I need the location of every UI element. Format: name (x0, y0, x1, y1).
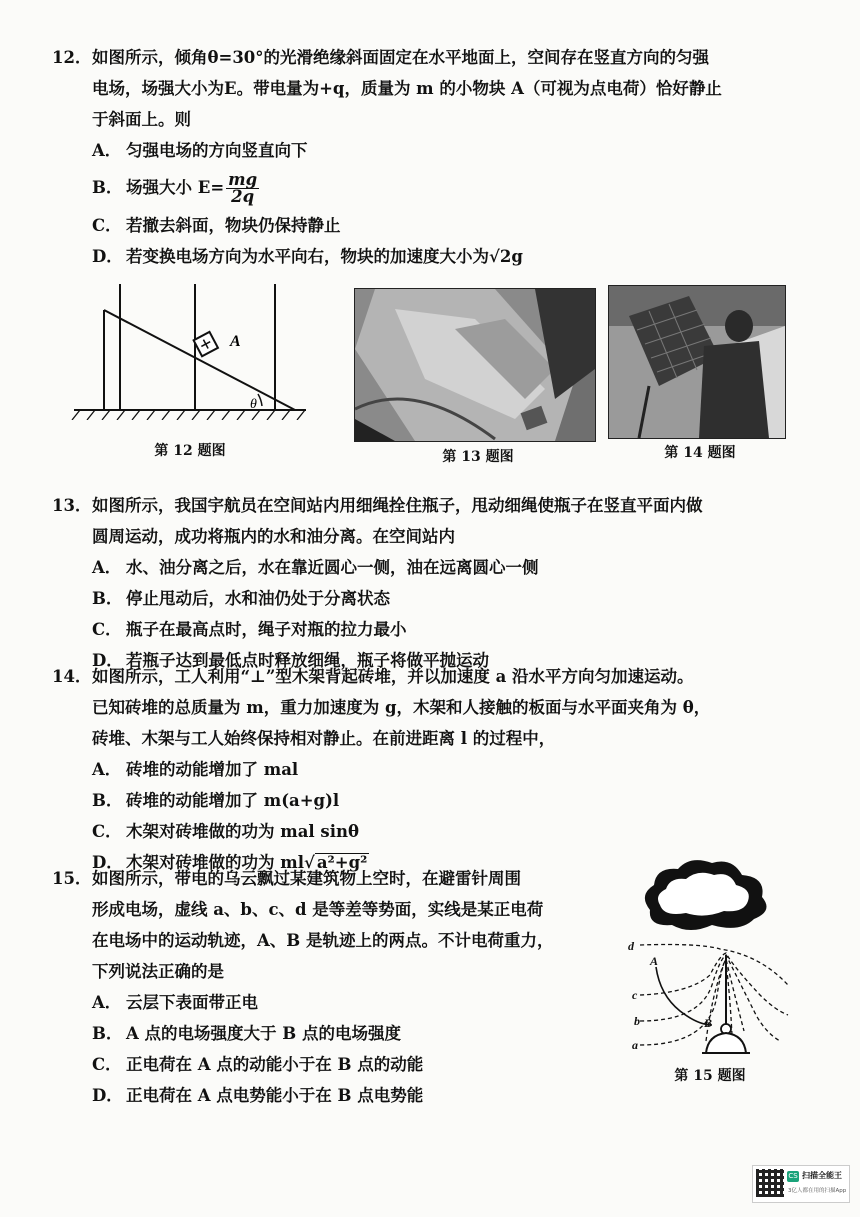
option-d: D． 木架对砖堆做的功为 ml√ a²+g² (92, 853, 368, 872)
figure-caption: 第 12 题图 (154, 443, 226, 459)
option-d: D． 正电荷在 A 点电势能小于在 B 点电势能 (92, 1086, 424, 1105)
spacestation-photo (354, 288, 596, 442)
incline-figure (70, 280, 310, 420)
block-label: A (230, 333, 241, 350)
question-number: 15． (52, 869, 92, 888)
qr-code-icon (756, 1169, 784, 1197)
figure-caption: 第 15 题图 (674, 1068, 746, 1084)
scanner-watermark (752, 1165, 850, 1203)
option-b: B． 砖堆的动能增加了 m(a+g)l (92, 791, 340, 810)
scanner-subtitle: 3亿人都在用的扫描App (788, 1188, 847, 1194)
option-a: A． 云层下表面带正电 (92, 993, 258, 1012)
charged-block (194, 332, 218, 356)
lightning-rod-figure (620, 855, 790, 1060)
question-14 (52, 661, 812, 878)
angle-label: θ (250, 397, 257, 412)
sqrt-expression: a²+g² (316, 853, 368, 872)
option-a: A． 水、油分离之后，水在靠近圆心一侧，油在远离圆心一侧 (92, 558, 539, 577)
option-b: B． A 点的电场强度大于 B 点的电场强度 (92, 1024, 401, 1043)
option-b: B． 停止甩动后，水和油仍处于分离状态 (92, 589, 390, 608)
option-d: D． 若瓶子达到最低点时释放细绳，瓶子将做平抛运动 (92, 651, 489, 670)
question-number: 14． (52, 667, 92, 686)
option-b: B． 场强大小 E= $\frac{mg}{2q}$ (92, 170, 258, 206)
line-label-b: b (634, 1014, 640, 1028)
point-label-a: A (650, 954, 659, 968)
scanner-logo-icon: CS (788, 1172, 798, 1180)
line-label-d: d (628, 939, 634, 953)
fraction: $\frac{mg}{2q}$ (228, 170, 258, 206)
question-stem: 如图所示，我国宇航员在空间站内用细绳拴住瓶子，甩动细绳使瓶子在竖直平面内做 圆周运动，成功将瓶内的水和油分离。在空间站内 (92, 496, 703, 546)
point-label-b: B (704, 1016, 713, 1030)
question-stem: 如图所示，工人利用“⊥”型木架背起砖堆，并以加速度 a 沿水平方向匀加速运动。 已知砖堆的总质量为 m，重力加速度为 g，木架和人接触的板面与水平面夹角为 θ， 砖堆、木架与工人始终保持相对静止。在前进距离 l 的过程中， (92, 667, 711, 748)
question-number: 12． (52, 48, 92, 67)
question-12 (52, 42, 812, 272)
scanner-title: 扫描全能王 (802, 1171, 842, 1180)
option-a: A． 匀强电场的方向竖直向下 (92, 141, 308, 160)
figure-caption: 第 14 题图 (664, 445, 736, 461)
option-c: C． 若撤去斜面，物块仍保持静止 (92, 216, 341, 235)
option-a: A． 砖堆的动能增加了 mal (92, 760, 299, 779)
option-c: C． 正电荷在 A 点的动能小于在 B 点的动能 (92, 1055, 424, 1074)
question-number: 13． (52, 496, 92, 515)
figure-caption: 第 13 题图 (442, 449, 514, 465)
option-c: C． 瓶子在最高点时，绳子对瓶的拉力最小 (92, 620, 407, 639)
line-label-c: c (632, 988, 638, 1002)
cloud-icon (645, 860, 767, 930)
worker-bricks-photo (608, 285, 786, 439)
question-13 (52, 490, 812, 676)
question-stem: 如图所示，带电的乌云飘过某建筑物上空时，在避雷针周围 形成电场，虚线 a、b、c、d 是等差等势面，实线是某正电荷 在电场中的运动轨迹，A、B 是轨迹上的两点。不计电荷重力， 下列说法正确的是 (92, 869, 554, 981)
option-d: D． 若变换电场方向为水平向右，物块的加速度大小为√2g (92, 247, 523, 266)
question-stem: 如图所示，倾角θ=30°的光滑绝缘斜面固定在水平地面上，空间存在竖直方向的匀强 电场，场强大小为E。带电量为+q，质量为 m 的小物块 A（可视为点电荷）恰好静止 于斜面上。则 (92, 48, 722, 129)
option-c: C． 木架对砖堆做的功为 mal sinθ (92, 822, 359, 841)
line-label-a: a (632, 1038, 638, 1052)
